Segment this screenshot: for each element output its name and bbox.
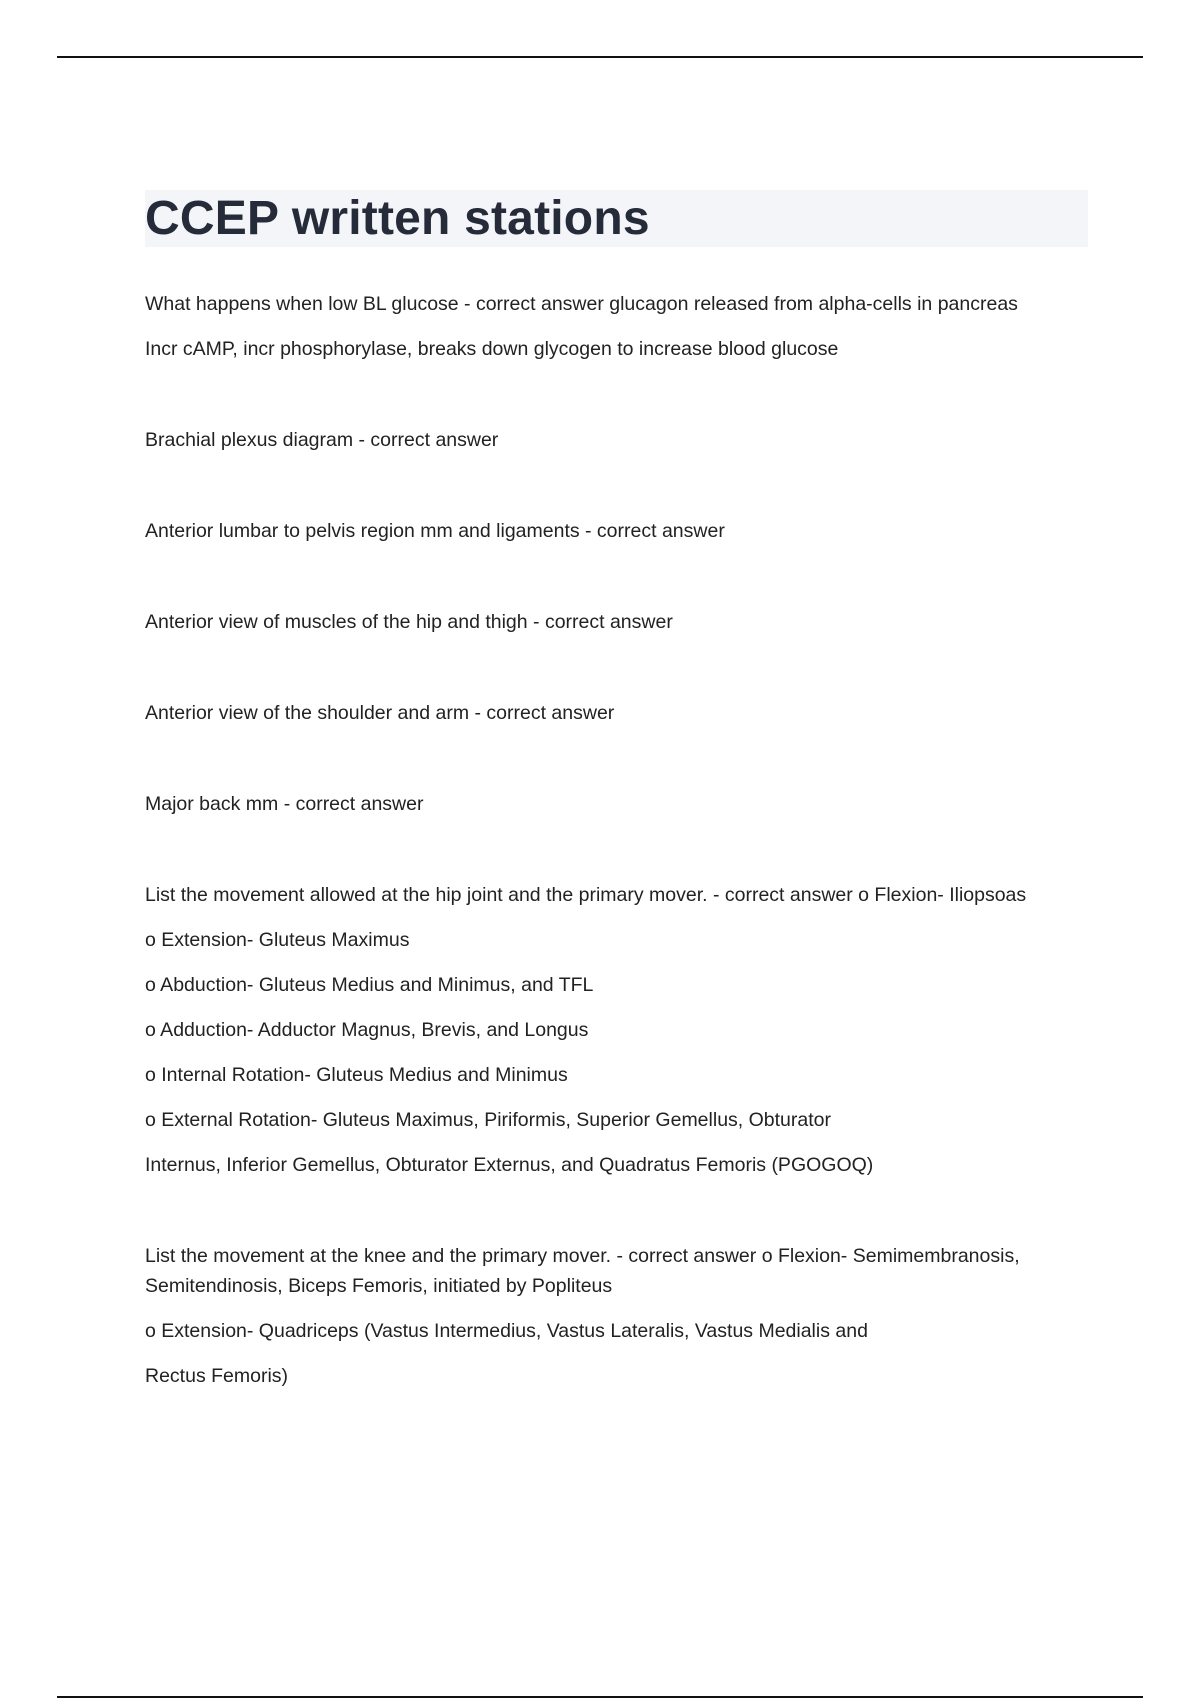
text-line: Anterior view of muscles of the hip and thigh - correct answer: [145, 611, 673, 633]
text-line: List the movement allowed at the hip joint and the primary mover. - correct answer o Flexion- Iliopsoas: [145, 884, 1027, 906]
text-line: o Internal Rotation- Gluteus Medius and Minimus: [145, 1064, 568, 1086]
text-line: Brachial plexus diagram - correct answer: [145, 429, 499, 451]
title-banner: [145, 190, 1088, 247]
text-line: Rectus Femoris): [145, 1365, 289, 1387]
text-line: o Adduction- Adductor Magnus, Brevis, and Longus: [145, 1019, 589, 1041]
document-title: CCEP written stations: [145, 192, 650, 245]
qa-block-2: [145, 425, 1088, 455]
qa-block-4: [145, 607, 1088, 637]
text-line: o External Rotation- Gluteus Maximus, Piriformis, Superior Gemellus, Obturator: [145, 1109, 831, 1131]
qa-block-3: [145, 516, 1088, 546]
qa-block-5: [145, 698, 1088, 728]
text-line: Anterior view of the shoulder and arm - correct answer: [145, 702, 615, 724]
qa-block-8: [145, 1241, 1088, 1391]
text-line: o Extension- Gluteus Maximus: [145, 929, 410, 951]
bottom-rule: [57, 1696, 1143, 1698]
text-line: Internus, Inferior Gemellus, Obturator Externus, and Quadratus Femoris (PGOGOQ): [145, 1154, 874, 1176]
text-line: List the movement at the knee and the primary mover. - correct answer o Flexion- Semimembranosis, Semitendinosis, Biceps Femoris, initiated by Popliteus: [145, 1245, 1020, 1297]
text-line: o Extension- Quadriceps (Vastus Intermedius, Vastus Lateralis, Vastus Medialis and: [145, 1320, 868, 1342]
qa-block-1: [145, 289, 1088, 364]
text-line: Major back mm - correct answer: [145, 793, 424, 815]
text-line: Incr cAMP, incr phosphorylase, breaks down glycogen to increase blood glucose: [145, 338, 839, 360]
top-rule: [57, 56, 1143, 58]
text-line: Anterior lumbar to pelvis region mm and ligaments - correct answer: [145, 520, 725, 542]
qa-block-7: [145, 880, 1088, 1180]
text-line: o Abduction- Gluteus Medius and Minimus, and TFL: [145, 974, 594, 996]
document-body: [145, 190, 1088, 1406]
text-line: What happens when low BL glucose - correct answer glucagon released from alpha-cells in pancreas: [145, 293, 1018, 315]
qa-block-6: [145, 789, 1088, 819]
